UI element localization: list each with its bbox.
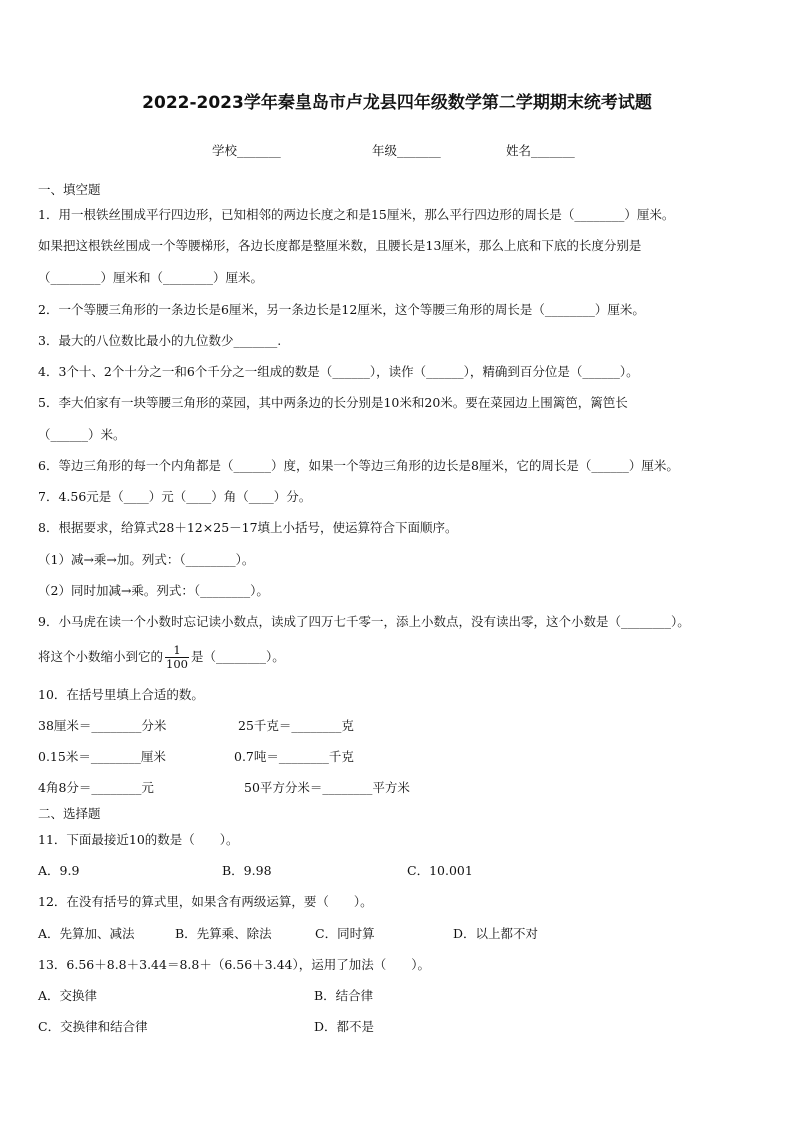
fraction-one-hundredth: [165, 644, 189, 671]
question-12-option-a: A．先算加、减法: [38, 926, 135, 941]
question-8-part-2: （2）同时加减→乘。列式：（________）。: [38, 583, 269, 598]
question-8-part-1: （1）减→乘→加。列式：（________）。: [38, 552, 255, 567]
fraction-denominator: 100: [166, 657, 188, 671]
question-12-option-c: C．同时算: [315, 926, 375, 941]
question-11-stem: 11．下面最接近10的数是（ ）。: [38, 832, 239, 847]
question-8-stem: 8．根据要求，给算式28＋12×25－17填上小括号，使运算符合下面顺序。: [38, 520, 458, 535]
fraction-numerator: 1: [165, 644, 189, 658]
question-13-option-d: D．都不是: [314, 1019, 375, 1034]
question-7: 7．4.56元是（____）元（____）角（____）分。: [38, 489, 312, 504]
question-10-item: 0.7吨＝________千克: [234, 749, 354, 764]
question-3: 3．最大的八位数比最小的九位数少_______.: [38, 333, 282, 348]
question-12-stem: 12．在没有括号的算式里，如果含有两级运算，要（ ）。: [38, 894, 373, 909]
question-13-option-a: A．交换律: [38, 988, 98, 1003]
question-13-option-b: B．结合律: [314, 988, 374, 1003]
question-6: 6．等边三角形的每一个内角都是（______）度，如果一个等边三角形的边长是8厘米，它的周长是（______）厘米。: [38, 458, 679, 473]
question-13-stem: 13．6.56＋8.8＋3.44＝8.8＋（6.56＋3.44），运用了加法（ ）。: [38, 957, 430, 972]
question-1-line-1: 1．用一根铁丝围成平行四边形，已知相邻的两边长度之和是15厘米，那么平行四边形的周长是（________）厘米。: [38, 207, 675, 222]
question-5-line-1: 5．李大伯家有一块等腰三角形的菜园，其中两条边的长分别是10米和20米。要在菜园边上围篱笆，篱笆长: [38, 395, 628, 410]
question-11-option-b: B．9.98: [222, 863, 272, 878]
school-field: 学校_______: [212, 143, 281, 158]
question-10-item: 38厘米＝________分米: [38, 718, 167, 733]
question-11-option-a: A．9.9: [38, 863, 80, 878]
question-12-option-d: D．以上都不对: [453, 926, 539, 941]
question-9-line-1: 9．小马虎在读一个小数时忘记读小数点，读成了四万七千零一，添上小数点，没有读出零，这个小数是（________）。: [38, 614, 690, 629]
question-9-suffix: 是（________）。: [190, 649, 285, 664]
question-10-item: 4角8分＝________元: [38, 780, 154, 795]
question-5-line-2: （______）米。: [38, 427, 126, 442]
question-10-stem: 10．在括号里填上合适的数。: [38, 687, 204, 702]
question-9-prefix: 将这个小数缩小到它的: [38, 649, 164, 664]
question-1-line-2: 如果把这根铁丝围成一个等腰梯形，各边长度都是整厘米数，且腰长是13厘米，那么上底和下底的长度分别是: [38, 238, 642, 253]
grade-field: 年级_______: [372, 143, 441, 158]
section-choice-heading: 二、选择题: [38, 806, 101, 821]
question-12-option-b: B．先算乘、除法: [175, 926, 272, 941]
question-10-item: 25千克＝________克: [238, 718, 354, 733]
question-10-item: 50平方分米＝________平方米: [244, 780, 410, 795]
question-13-option-c: C．交换律和结合律: [38, 1019, 148, 1034]
question-11-option-c: C．10.001: [407, 863, 473, 878]
section-fill-in-heading: 一、填空题: [38, 182, 101, 197]
name-field: 姓名_______: [506, 143, 575, 158]
page-title: 2022-2023学年秦皇岛市卢龙县四年级数学第二学期期末统考试题: [142, 93, 652, 113]
question-10-item: 0.15米＝________厘米: [38, 749, 166, 764]
question-9-line-2: [38, 642, 285, 672]
question-1-line-3: （________）厘米和（________）厘米。: [38, 270, 264, 285]
question-2: 2．一个等腰三角形的一条边长是6厘米，另一条边长是12厘米，这个等腰三角形的周长是（________）厘米。: [38, 302, 645, 317]
question-4: 4．3个十、2个十分之一和6个千分之一组成的数是（______），读作（______），精确到百分位是（______）。: [38, 364, 639, 379]
